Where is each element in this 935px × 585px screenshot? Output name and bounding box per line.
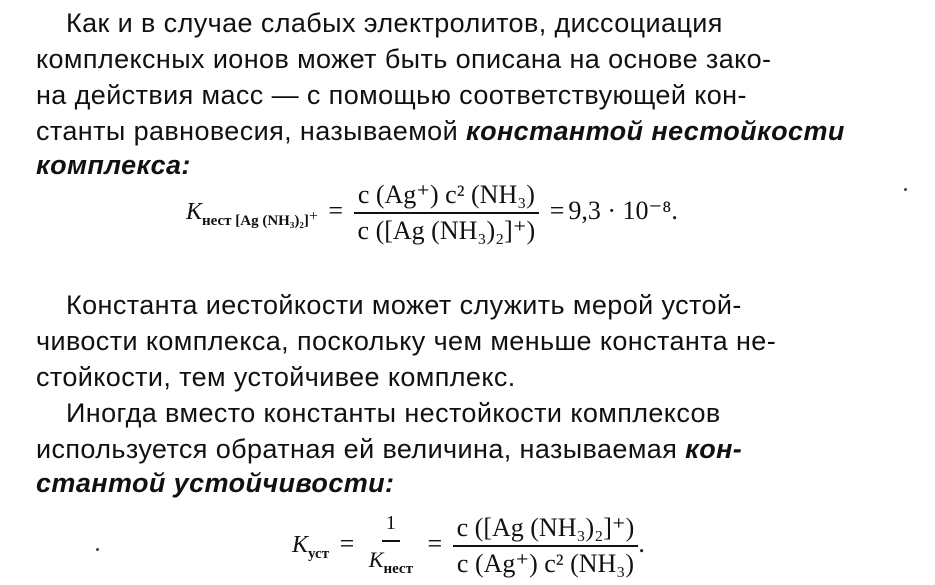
formula2-k-symbol: K: [292, 531, 309, 558]
formula2-frac1-k: K: [368, 547, 384, 572]
paragraph1-line3: на действия масс — с помощью соответствующей кон-: [36, 80, 747, 110]
paragraph2-line3: стойкости, тем устойчивее комплекс.: [36, 362, 516, 392]
term-stability-constant-part1: кон-: [685, 434, 743, 464]
formula1-k-symbol: K: [186, 198, 203, 225]
formula2-equals-1: =: [339, 528, 355, 558]
formula2-denominator: c (Ag⁺) c² (NH₃): [456, 549, 635, 578]
print-speck: [904, 188, 907, 191]
paragraph3-line3: стантой устойчивости:: [36, 468, 395, 498]
paragraph1-line4-text: станты равновесия, называемой: [36, 116, 466, 146]
formula2-k-subscript: уст: [308, 545, 330, 562]
formula2-frac1-numerator: 1: [382, 508, 400, 542]
paragraph3-line2-text: используется обратная ей величина, называемая: [36, 434, 686, 464]
formula1-denominator: c ([Ag (NH₃)₂]⁺): [357, 216, 536, 245]
formula1-value: 9,3 · 10⁻⁸.: [568, 195, 678, 225]
term-instability-constant: константой нестойкости: [465, 116, 845, 146]
formula2-numerator: c ([Ag (NH₃)₂]⁺): [453, 513, 639, 547]
formula2-frac1-denominator: [365, 542, 417, 584]
formula1-numerator: c (Ag⁺) c² (NH₃): [354, 180, 539, 214]
formula1-equals-1: =: [328, 195, 344, 225]
paragraph1-line2: комплексных ионов может быть описана на основе зако-: [36, 44, 772, 74]
formula2-fraction-1: [365, 508, 417, 584]
paragraph1-line1: Как и в случае слабых электролитов, диссоциация: [66, 8, 723, 38]
formula1-k-subscript: нест [Ag (NH₃)₂]: [202, 212, 309, 229]
formula1-fraction: [354, 180, 540, 246]
formula-instability-constant: [186, 180, 678, 246]
paragraph3-line2: [36, 432, 906, 466]
paragraph3-line1: Иногда вместо константы нестойкости комплексов: [66, 398, 721, 428]
formula1-k-charge: +: [308, 207, 318, 225]
paragraph1-line4: [36, 114, 906, 148]
formula1-equals-2: =: [549, 195, 565, 225]
paragraph1-line5: комплекса:: [36, 150, 191, 180]
formula2-fraction-2: [453, 513, 639, 579]
paragraph2-line1: Константа иестойкости может служить мерой устой-: [66, 290, 742, 320]
print-speck: [96, 548, 99, 551]
paragraph2-line2: чивости комплекса, поскольку чем меньше константа не-: [36, 326, 777, 356]
formula2-frac1-sub: нест: [383, 561, 413, 577]
formula-stability-constant: [292, 508, 645, 584]
formula2-equals-2: =: [427, 528, 443, 558]
formula2-end: .: [638, 528, 645, 558]
